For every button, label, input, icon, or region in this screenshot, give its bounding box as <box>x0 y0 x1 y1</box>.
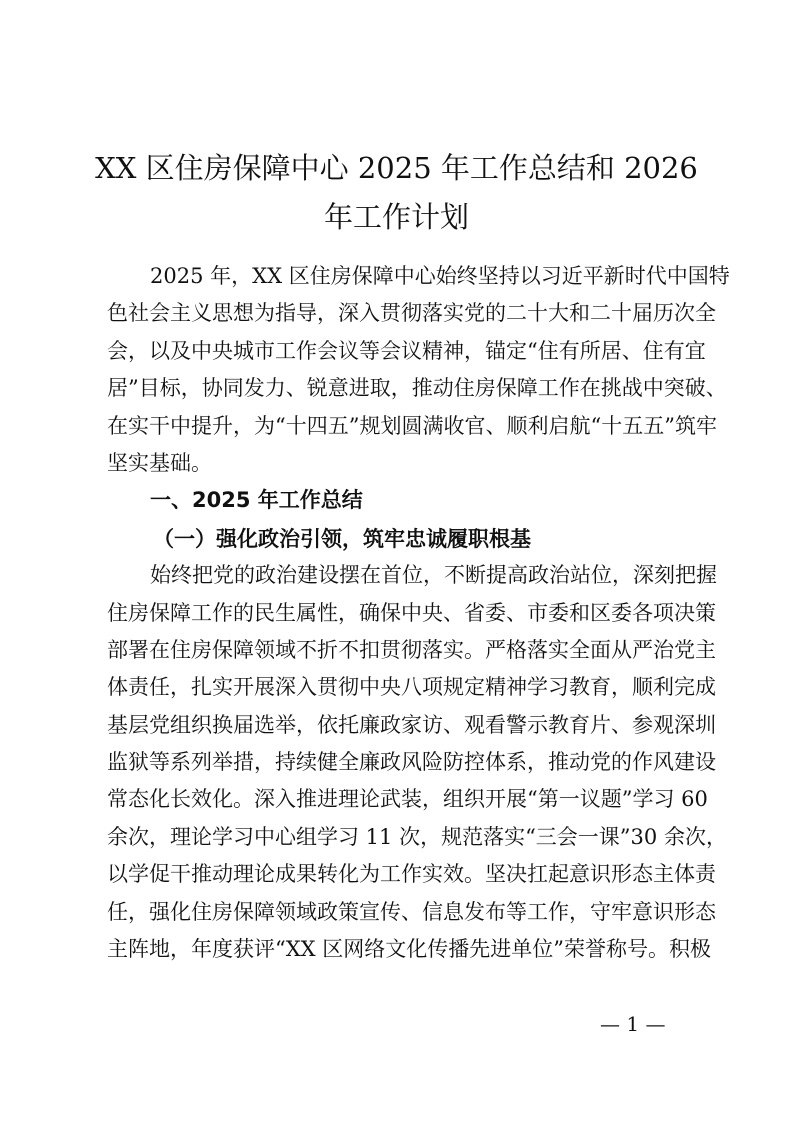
section-heading: 一、2025 年工作总结 <box>150 488 363 513</box>
body-line: 常态化长效化。深入推进理论武装，组织开展“第一议题”学习 60 <box>107 787 708 812</box>
body-line: 始终把党的政治建设摆在首位，不断提高政治站位，深刻把握 <box>150 563 717 588</box>
body-line: 以学促干推动理论成果转化为工作实效。坚决扛起意识形态主体责 <box>107 862 716 887</box>
body-line: 住房保障工作的民生属性，确保中央、省委、市委和区委各项决策 <box>107 600 716 625</box>
document-body <box>107 258 730 968</box>
document-title <box>80 144 713 242</box>
body-line: 余次，理论学习中心组学习 11 次，规范落实“三会一课”30 余次， <box>107 824 727 849</box>
body-line: 体责任，扎实开展深入贯彻中央八项规定精神学习教育，顺利完成 <box>107 675 716 700</box>
intro-line: 在实干中提升，为“十四五”规划圆满收官、顺利启航“十五五”筑牢 <box>107 413 717 438</box>
body-line: 基层党组织换届选举，依托廉政家访、观看警示教育片、参观深圳 <box>107 712 716 737</box>
title-line-2: 年工作计划 <box>323 200 469 234</box>
intro-line: 坚实基础。 <box>107 450 212 475</box>
title-line-1: XX 区住房保障中心 2025 年工作总结和 2026 <box>95 151 698 185</box>
page-number: — 1 — <box>600 1012 666 1036</box>
intro-line: 居”目标，协同发力、锐意进取，推动住房保障工作在挑战中突破、 <box>107 376 727 401</box>
intro-line: 2025 年，XX 区住房保障中心始终坚持以习近平新时代中国特 <box>150 264 730 288</box>
body-line: 任，强化住房保障领域政策宣传、信息发布等工作，守牢意识形态 <box>107 899 716 924</box>
subsection-heading: （一）强化政治引领，筑牢忠诚履职根基 <box>153 525 531 551</box>
intro-line: 色社会主义思想为指导，深入贯彻落实党的二十大和二十届历次全 <box>107 301 716 326</box>
body-line: 部署在住房保障领域不折不扣贯彻落实。严格落实全面从严治党主 <box>107 637 716 662</box>
body-line: 监狱等系列举措，持续健全廉政风险防控体系，推动党的作风建设 <box>107 750 716 775</box>
body-line: 主阵地，年度获评“XX 区网络文化传播先进单位”荣誉称号。积极 <box>107 937 712 962</box>
intro-line: 会，以及中央城市工作会议等会议精神，锚定“住有所居、住有宜 <box>107 338 706 363</box>
